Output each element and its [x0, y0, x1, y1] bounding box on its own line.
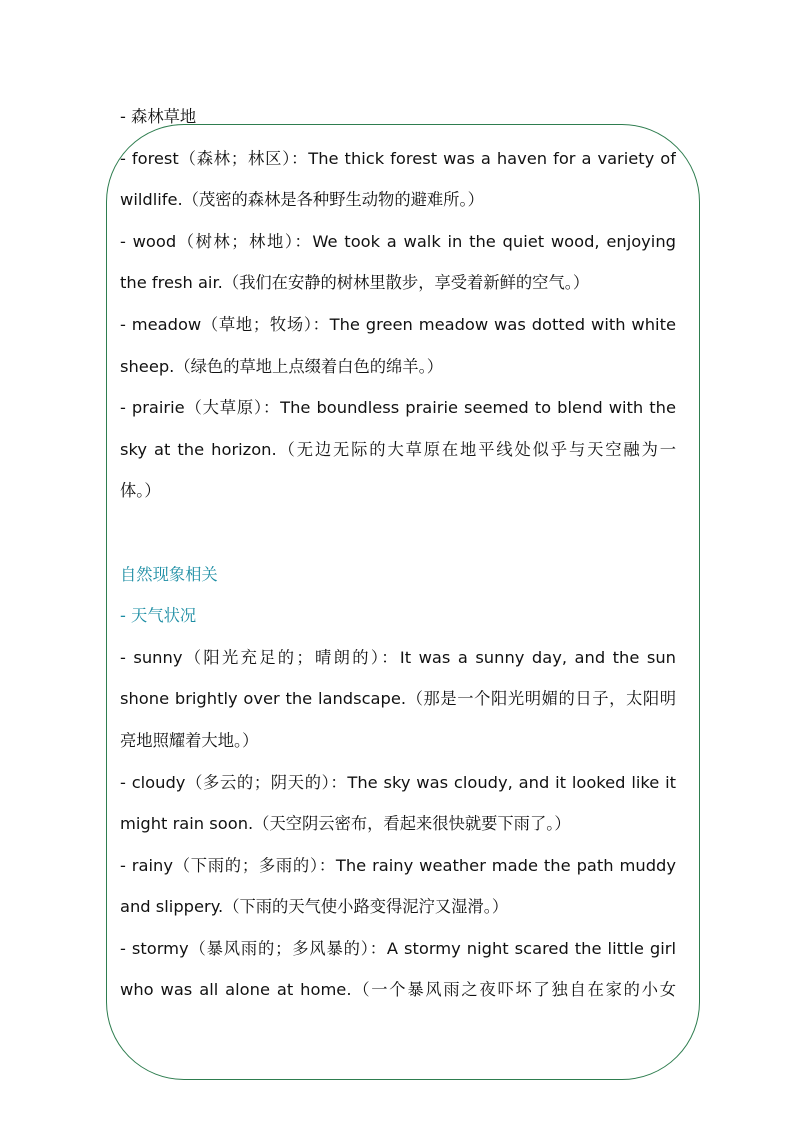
- blank-line: [120, 512, 676, 554]
- entry-forest-cont: wildlife.（茂密的森林是各种野生动物的避难所。）: [120, 190, 484, 210]
- entry-forest: - forest（森林；林区）：The thick forest was a haven for a variety of: [120, 148, 676, 168]
- entry-sunny-end: 亮地照耀着大地。）: [120, 730, 259, 750]
- entry-meadow: - meadow（草地；牧场）：The green meadow was dotted with white: [120, 314, 676, 334]
- entry-prairie-end: 体。）: [120, 481, 161, 501]
- entry-wood: - wood（树林；林地）：We took a walk in the quiet wood, enjoying: [120, 231, 676, 251]
- document-body: [120, 96, 676, 1011]
- entry-rainy-cont: and slippery.（下雨的天气使小路变得泥泞又湿滑。）: [120, 897, 509, 917]
- entry-cloudy-cont: might rain soon.（天空阴云密布，看起来很快就要下雨了。）: [120, 814, 571, 834]
- subheading-forest-grassland: - 森林草地: [120, 107, 197, 126]
- entry-stormy-cont: who was all alone at home.（一个暴风雨之夜吓坏了独自在家的小女: [120, 980, 676, 1000]
- entry-rainy: - rainy（下雨的；多雨的）：The rainy weather made the path muddy: [120, 855, 676, 875]
- entry-prairie: - prairie（大草原）：The boundless prairie seemed to blend with the: [120, 398, 676, 418]
- entry-wood-cont: the fresh air.（我们在安静的树林里散步，享受着新鲜的空气。）: [120, 273, 590, 293]
- entry-cloudy: - cloudy（多云的；阴天的）：The sky was cloudy, and it looked like it: [120, 772, 676, 792]
- subheading-weather: - 天气状况: [120, 606, 197, 626]
- entry-stormy: - stormy（暴风雨的；多风暴的）：A stormy night scared the little girl: [120, 938, 676, 958]
- entry-prairie-cont: sky at the horizon.（无边无际的大草原在地平线处似乎与天空融为一: [120, 439, 676, 459]
- entry-sunny: - sunny（阳光充足的；晴朗的）：It was a sunny day, and the sun: [120, 647, 676, 667]
- section-heading-nature: 自然现象相关: [120, 564, 218, 584]
- entry-sunny-cont: shone brightly over the landscape.（那是一个阳光明媚的日子，太阳明: [120, 689, 676, 709]
- entry-meadow-cont: sheep.（绿色的草地上点缀着白色的绵羊。）: [120, 356, 443, 376]
